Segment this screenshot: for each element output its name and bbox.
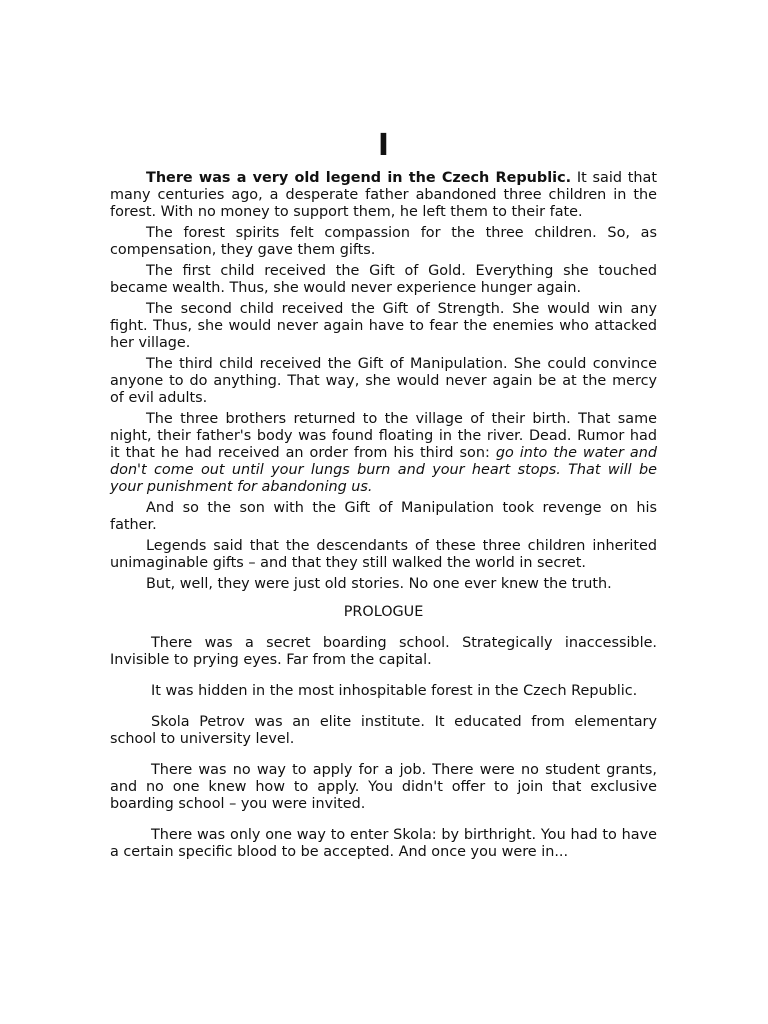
chapter-paragraph-6 (110, 411, 657, 496)
prologue-paragraph-5: There was only one way to enter Skola: by birthright. You had to have a certain specific blood to be accepted. And once you were in... (110, 827, 657, 860)
prologue-paragraph-2: It was hidden in the most inhospitable forest in the Czech Republic. (151, 683, 638, 699)
chapter-heading: I (377, 128, 390, 163)
chapter-paragraph-1 (110, 170, 657, 221)
chapter-paragraph-5: The third child received the Gift of Manipulation. She could convince anyone to do anything. That way, she would never again be at the mercy of evil adults. (110, 356, 657, 406)
document-page (110, 128, 657, 875)
chapter-paragraph-7: And so the son with the Gift of Manipulation took revenge on his father. (110, 500, 657, 533)
prologue-paragraph-3: Skola Petrov was an elite institute. It educated from elementary school to university level. (110, 714, 657, 747)
prologue-heading: PROLOGUE (343, 604, 424, 620)
paragraph-6-text: The three brothers returned to the village of their birth. That same night, their father's body was found floating in the river. Dead. Rumor had it that he had received an order from his third son: (110, 411, 657, 461)
prologue-paragraph-4: There was no way to apply for a job. There were no student grants, and no one knew how to apply. You didn't offer to join that exclusive boarding school – you were invited. (110, 762, 657, 812)
chapter-paragraph-8: Legends said that the descendants of these three children inherited unimaginable gifts – and that they still walked the world in secret. (110, 538, 657, 571)
chapter-paragraph-3: The first child received the Gift of Gold. Everything she touched became wealth. Thus, she would never experience hunger again. (110, 263, 657, 296)
prologue-paragraph-1: There was a secret boarding school. Strategically inaccessible. Invisible to prying eyes. Far from the capital. (110, 635, 657, 668)
chapter-paragraph-4: The second child received the Gift of Strength. She would win any fight. Thus, she would never again have to fear the enemies who attacked her village. (110, 301, 657, 351)
chapter-paragraph-2: The forest spirits felt compassion for the three children. So, as compensation, they gave them gifts. (110, 225, 657, 258)
intro-text: It said that many centuries ago, a desperate father abandoned three children in the forest. With no money to support them, he left them to their fate. (110, 170, 657, 220)
chapter-paragraph-9: But, well, they were just old stories. No one ever knew the truth. (146, 576, 612, 592)
paragraph-6-italic-text: go into the water and don't come out until your lungs burn and your heart stops. That will be your punishment for abandoning us. (110, 445, 658, 495)
intro-bold-text: There was a very old legend in the Czech Republic. (146, 170, 572, 186)
